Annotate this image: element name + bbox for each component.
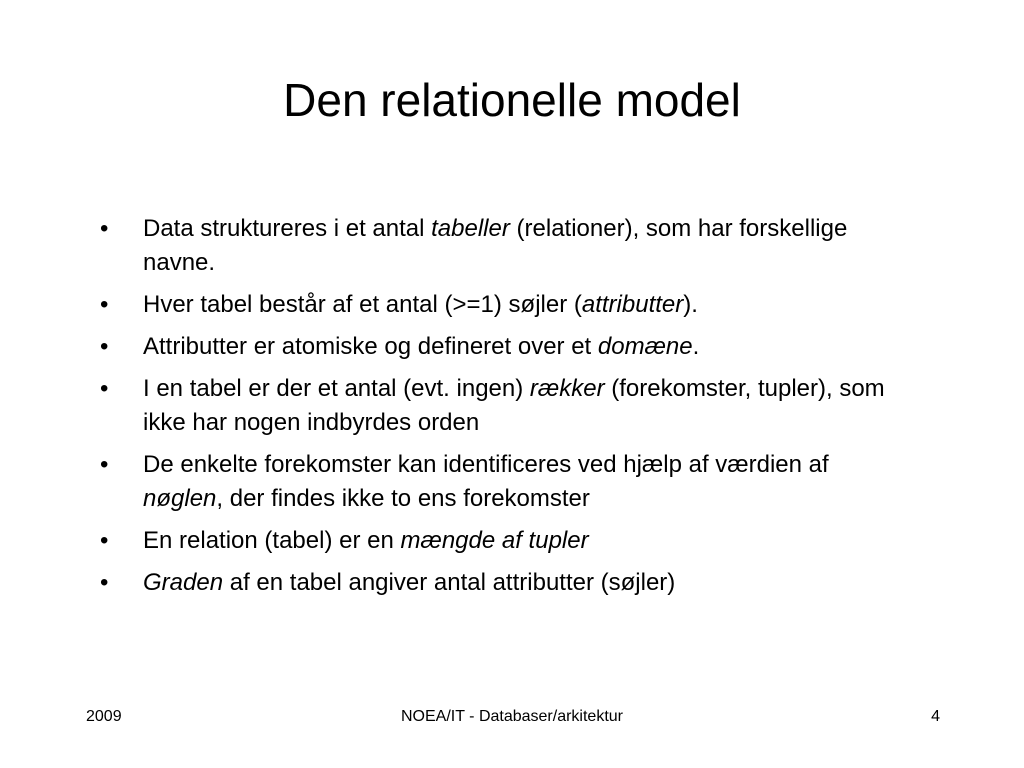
bullet-item <box>100 566 890 600</box>
bullet-text: Attributter er atomiske og defineret over et <box>143 333 598 360</box>
bullet-item <box>100 212 890 280</box>
bullet-text: (relationer), som har forskellige navne. <box>143 215 848 276</box>
bullet-item <box>100 448 890 516</box>
bullet-emphasis: domæne <box>597 333 693 360</box>
bullet-emphasis: mængde af tupler <box>400 527 589 554</box>
bullet-list <box>100 212 890 608</box>
bullet-text: Hver tabel består af et antal (>=1) søjler ( <box>143 291 582 318</box>
bullet-item <box>100 524 890 558</box>
bullet-text: De enkelte forekomster kan identificeres ved hjælp af værdien af <box>143 451 829 478</box>
bullet-text: ). <box>683 291 698 318</box>
bullet-icon: • <box>100 527 109 554</box>
bullet-emphasis: rækker <box>529 375 605 402</box>
bullet-item <box>100 288 890 322</box>
bullet-emphasis: attributter <box>581 291 684 318</box>
bullet-icon: • <box>100 333 109 360</box>
footer-title: NOEA/IT - Databaser/arkitektur <box>401 708 623 725</box>
bullet-icon: • <box>100 291 109 318</box>
bullet-icon: • <box>100 215 109 242</box>
bullet-text: En relation (tabel) er en <box>143 527 401 554</box>
bullet-text: , der findes ikke to ens forekomster <box>216 485 590 512</box>
bullet-icon: • <box>100 375 109 402</box>
bullet-text: (forekomster, tupler), som ikke har nogen indbyrdes orden <box>143 375 885 436</box>
bullet-text: Data struktureres i et antal <box>143 215 432 242</box>
slide-title: Den relationelle model <box>283 74 741 126</box>
page-number: 4 <box>931 708 940 725</box>
bullet-icon: • <box>100 569 109 596</box>
bullet-emphasis: nøglen <box>143 485 217 512</box>
bullet-item <box>100 372 890 440</box>
bullet-text: af en tabel angiver antal attributter (søjler) <box>223 569 676 596</box>
footer-date: 2009 <box>86 708 122 725</box>
bullet-emphasis: tabeller <box>431 215 510 242</box>
bullet-emphasis: Graden <box>143 569 224 596</box>
bullet-text: I en tabel er der et antal (evt. ingen) <box>143 375 530 402</box>
bullet-item <box>100 330 890 364</box>
bullet-text: . <box>692 333 700 360</box>
bullet-icon: • <box>100 451 109 478</box>
